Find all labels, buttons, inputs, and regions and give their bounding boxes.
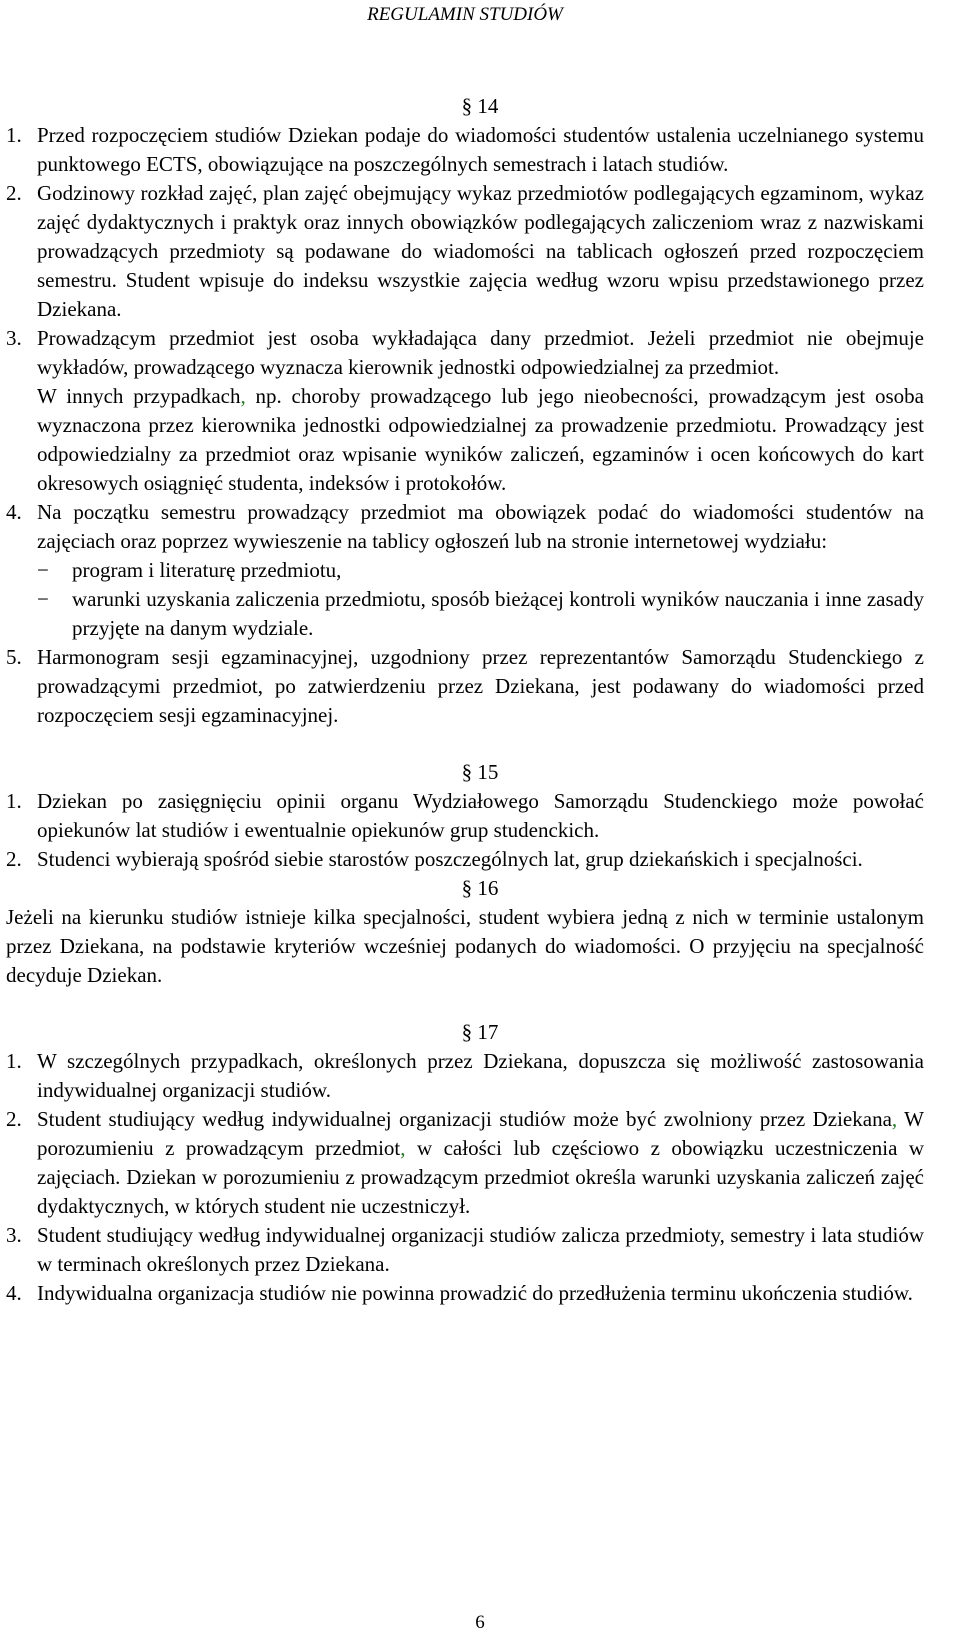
dash-bullet: − bbox=[37, 558, 49, 582]
item-text: Harmonogram sesji egzaminacyjnej, uzgodniony przez reprezentantów Samorządu Studenckiego z prowadzącymi przedmiot, po zatwierdzeniu przez Dziekana, jest podawany do wiadomości przed rozpoczęciem sesji egzaminacyjnej. bbox=[37, 645, 924, 727]
item-text: Przed rozpoczęciem studiów Dziekan podaje do wiadomości studentów ustalenia uczelnianego systemu punktowego ECTS, obowiązujące na poszczególnych semestrach i latach studiów. bbox=[37, 123, 924, 176]
item-number: 5. bbox=[6, 645, 22, 669]
section-title-15: § 15 bbox=[461, 760, 499, 784]
section-14-list bbox=[6, 121, 924, 730]
section-15-list bbox=[6, 787, 924, 874]
list-item bbox=[6, 1279, 924, 1308]
item-text: Indywidualna organizacja studiów nie powinna prowadzić do przedłużenia terminu ukończenia studiów. bbox=[37, 1281, 913, 1305]
item-text: Student studiujący według indywidualnej organizacji studiów zalicza przedmioty, semestry i lata studiów w terminach określonych przez Dziekana. bbox=[37, 1223, 924, 1276]
item-text: Godzinowy rozkład zajęć, plan zajęć obejmujący wykaz przedmiotów podlegających egzaminom, wykaz zajęć dydaktycznych i praktyk oraz innych obowiązków podlegających zaliczeniom wraz z nazwiskami prowadzących przedmioty są podawane do wiadomości na tablicach ogłoszeń przed rozpoczęciem semestru. Student wpisuje do indeksu wszystkie zajęcia według wzoru wpisu przedstawionego przez Dziekana. bbox=[37, 181, 924, 321]
dash-bullet: − bbox=[37, 587, 49, 611]
item-text: W szczególnych przypadkach, określonych przez Dziekana, dopuszcza się możliwość zastosowania indywidualnej organizacji studiów. bbox=[37, 1049, 924, 1102]
list-item bbox=[6, 787, 924, 845]
list-item: 2. Student studiujący według indywidualnej organizacji studiów może być zwolniony przez Dziekana, W porozumieniu z prowadzącym przedmiot, w całości lub częściowo z obowiązku uczestniczenia w zajęciach. Dziekan w porozumieniu z prowadzącym przedmiot określa warunki uzyskania zaliczeń zajęć dydaktycznych, w których student nie uczestniczył. bbox=[6, 1107, 925, 1218]
item-number: 4. bbox=[6, 500, 22, 524]
item-text: Studenci wybierają spośród siebie starostów poszczególnych lat, grup dziekańskich i specjalności. bbox=[37, 847, 863, 871]
item-text: Na początku semestru prowadzący przedmiot ma obowiązek podać do wiadomości studentów na zajęciach oraz poprzez wywieszenie na tablicy ogłoszeń lub na stronie internetowej wydziału: bbox=[37, 500, 924, 553]
section-title-14: § 14 bbox=[461, 94, 499, 118]
page-number: 6 bbox=[475, 1612, 485, 1633]
list-item bbox=[6, 845, 924, 874]
item-text: Dziekan po zasięgnięciu opinii organu Wydziałowego Samorządu Studenckiego może powołać opiekunów lat studiów i ewentualnie opiekunów grup studenckich. bbox=[37, 789, 924, 842]
sub-list bbox=[37, 556, 924, 643]
section-17-list bbox=[6, 1047, 924, 1308]
item-number: 2. bbox=[6, 181, 22, 205]
sub-list-item: − warunki uzyskania zaliczenia przedmiotu, sposób bieżącej kontroli wyników nauczania i inne zasady przyjęte na danym wydziale. bbox=[37, 587, 924, 640]
list-item bbox=[6, 179, 924, 324]
section-title-16: § 16 bbox=[461, 876, 499, 900]
list-item bbox=[6, 1221, 924, 1279]
section-title-17: § 17 bbox=[461, 1020, 499, 1044]
sub-list-item: − program i literaturę przedmiotu, bbox=[37, 556, 924, 585]
item-number: 1. bbox=[6, 1049, 22, 1073]
item-number: 1. bbox=[6, 789, 22, 813]
item-number: 4. bbox=[6, 1281, 22, 1305]
item-continuation: W innych przypadkach, np. choroby prowadzącego lub jego nieobecności, prowadzącym jest osoba wyznaczona przez kierownika jednostki odpowiedzialnej za prowadzenie przedmiotu. Prowadzący jest odpowiedzialny za przedmiot oraz wpisanie wyników zaliczeń, egzaminów i ocen końcowych do kart okresowych osiągnięć studenta, indeksów i protokołów. bbox=[37, 384, 925, 495]
list-item bbox=[6, 1047, 924, 1105]
list-item bbox=[6, 324, 924, 498]
item-number: 2. bbox=[6, 847, 22, 871]
item-number: 3. bbox=[6, 326, 22, 350]
list-item bbox=[6, 121, 924, 179]
item-text: Prowadzącym przedmiot jest osoba wykładająca dany przedmiot. Jeżeli przedmiot nie obejmuje wykładów, prowadzącego wyznacza kierownik jednostki odpowiedzialnej za przedmiot. bbox=[37, 326, 924, 379]
item-number: 2. bbox=[6, 1107, 22, 1131]
section-16-paragraph: Jeżeli na kierunku studiów istnieje kilka specjalności, student wybiera jedną z nich w terminie ustalonym przez Dziekana, na podstawie kryteriów wcześniej podanych do wiadomości. O przyjęciu na specjalność decyduje Dziekan. bbox=[6, 905, 924, 987]
running-header: REGULAMIN STUDIÓW bbox=[367, 4, 563, 25]
list-item bbox=[6, 643, 924, 730]
item-number: 1. bbox=[6, 123, 22, 147]
list-item bbox=[6, 498, 924, 643]
item-number: 3. bbox=[6, 1223, 22, 1247]
